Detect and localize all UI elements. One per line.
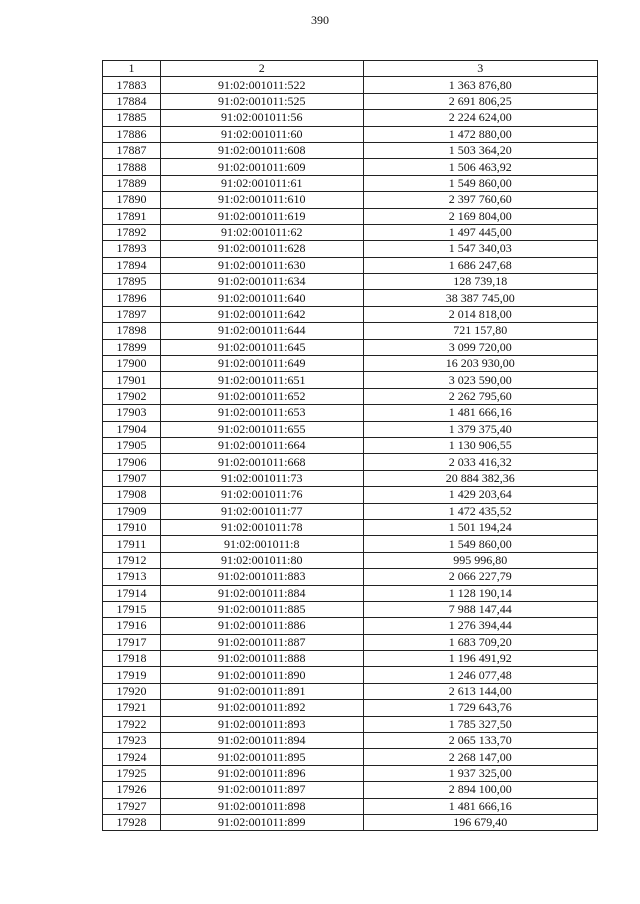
row-number-cell: 17908 <box>103 487 161 503</box>
cadastral-number-cell: 91:02:001011:655 <box>160 421 363 437</box>
column-header-1: 1 <box>103 61 161 77</box>
table-row <box>103 552 598 568</box>
row-number-cell: 17894 <box>103 257 161 273</box>
table-row <box>103 470 598 486</box>
cadastral-number-cell: 91:02:001011:664 <box>160 437 363 453</box>
table-row <box>103 716 598 732</box>
row-number-cell: 17909 <box>103 503 161 519</box>
row-number-cell: 17884 <box>103 93 161 109</box>
value-cell: 2 169 804,00 <box>363 208 597 224</box>
row-number-cell: 17889 <box>103 175 161 191</box>
value-cell: 2 224 624,00 <box>363 110 597 126</box>
value-cell: 3 023 590,00 <box>363 372 597 388</box>
value-cell: 1 549 860,00 <box>363 175 597 191</box>
row-number-cell: 17896 <box>103 290 161 306</box>
table-row <box>103 519 598 535</box>
table-row <box>103 601 598 617</box>
cadastral-number-cell: 91:02:001011:898 <box>160 798 363 814</box>
row-number-cell: 17920 <box>103 683 161 699</box>
table-row <box>103 814 598 830</box>
row-number-cell: 17901 <box>103 372 161 388</box>
value-cell: 196 679,40 <box>363 814 597 830</box>
cadastral-number-cell: 91:02:001011:608 <box>160 142 363 158</box>
cadastral-number-cell: 91:02:001011:76 <box>160 487 363 503</box>
cadastral-number-cell: 91:02:001011:895 <box>160 749 363 765</box>
table-body <box>103 77 598 831</box>
value-cell: 1 683 709,20 <box>363 634 597 650</box>
row-number-cell: 17918 <box>103 651 161 667</box>
table-row <box>103 700 598 716</box>
cadastral-number-cell: 91:02:001011:668 <box>160 454 363 470</box>
table-row <box>103 159 598 175</box>
cadastral-number-cell: 91:02:001011:80 <box>160 552 363 568</box>
row-number-cell: 17898 <box>103 323 161 339</box>
cadastral-number-cell: 91:02:001011:628 <box>160 241 363 257</box>
value-cell: 3 099 720,00 <box>363 339 597 355</box>
table-row <box>103 77 598 93</box>
value-cell: 2 397 760,60 <box>363 192 597 208</box>
page-number: 390 <box>311 13 329 27</box>
cadastral-number-cell: 91:02:001011:610 <box>160 192 363 208</box>
table-row <box>103 208 598 224</box>
table-row <box>103 306 598 322</box>
row-number-cell: 17897 <box>103 306 161 322</box>
table-row <box>103 290 598 306</box>
cadastral-number-cell: 91:02:001011:61 <box>160 175 363 191</box>
table-row <box>103 749 598 765</box>
cadastral-number-cell: 91:02:001011:78 <box>160 519 363 535</box>
value-cell: 7 988 147,44 <box>363 601 597 617</box>
value-cell: 1 497 445,00 <box>363 224 597 240</box>
cadastral-number-cell: 91:02:001011:886 <box>160 618 363 634</box>
row-number-cell: 17905 <box>103 437 161 453</box>
table-row <box>103 437 598 453</box>
cadastral-number-cell: 91:02:001011:630 <box>160 257 363 273</box>
cadastral-number-cell: 91:02:001011:885 <box>160 601 363 617</box>
value-cell: 20 884 382,36 <box>363 470 597 486</box>
value-cell: 1 363 876,80 <box>363 77 597 93</box>
cadastral-number-cell: 91:02:001011:619 <box>160 208 363 224</box>
row-number-cell: 17925 <box>103 765 161 781</box>
table-row <box>103 503 598 519</box>
table-row <box>103 782 598 798</box>
table-row <box>103 175 598 191</box>
value-cell: 995 996,80 <box>363 552 597 568</box>
cadastral-number-cell: 91:02:001011:893 <box>160 716 363 732</box>
row-number-cell: 17914 <box>103 585 161 601</box>
table-row <box>103 651 598 667</box>
table-row <box>103 388 598 404</box>
row-number-cell: 17883 <box>103 77 161 93</box>
value-cell: 721 157,80 <box>363 323 597 339</box>
cadastral-number-cell: 91:02:001011:56 <box>160 110 363 126</box>
value-cell: 1 128 190,14 <box>363 585 597 601</box>
cadastral-number-cell: 91:02:001011:883 <box>160 569 363 585</box>
value-cell: 2 268 147,00 <box>363 749 597 765</box>
table-row <box>103 339 598 355</box>
cadastral-number-cell: 91:02:001011:642 <box>160 306 363 322</box>
value-cell: 128 739,18 <box>363 274 597 290</box>
row-number-cell: 17922 <box>103 716 161 732</box>
column-header-2: 2 <box>160 61 363 77</box>
table-row <box>103 487 598 503</box>
cadastral-number-cell: 91:02:001011:896 <box>160 765 363 781</box>
value-cell: 16 203 930,00 <box>363 356 597 372</box>
cadastral-number-cell: 91:02:001011:899 <box>160 814 363 830</box>
cadastral-number-cell: 91:02:001011:892 <box>160 700 363 716</box>
cadastral-number-cell: 91:02:001011:649 <box>160 356 363 372</box>
value-cell: 1 481 666,16 <box>363 798 597 814</box>
value-cell: 1 379 375,40 <box>363 421 597 437</box>
value-cell: 1 729 643,76 <box>363 700 597 716</box>
value-cell: 1 130 906,55 <box>363 437 597 453</box>
cadastral-number-cell: 91:02:001011:652 <box>160 388 363 404</box>
cadastral-number-cell: 91:02:001011:651 <box>160 372 363 388</box>
value-cell: 1 429 203,64 <box>363 487 597 503</box>
table-row <box>103 241 598 257</box>
table-row <box>103 618 598 634</box>
row-number-cell: 17890 <box>103 192 161 208</box>
row-number-cell: 17928 <box>103 814 161 830</box>
cadastral-number-cell: 91:02:001011:890 <box>160 667 363 683</box>
value-cell: 1 276 394,44 <box>363 618 597 634</box>
value-cell: 1 547 340,03 <box>363 241 597 257</box>
table-row <box>103 536 598 552</box>
cadastral-number-cell: 91:02:001011:8 <box>160 536 363 552</box>
cadastral-number-cell: 91:02:001011:888 <box>160 651 363 667</box>
column-header-3: 3 <box>363 61 597 77</box>
cadastral-number-cell: 91:02:001011:887 <box>160 634 363 650</box>
row-number-cell: 17926 <box>103 782 161 798</box>
value-cell: 2 613 144,00 <box>363 683 597 699</box>
row-number-cell: 17924 <box>103 749 161 765</box>
cadastral-number-cell: 91:02:001011:525 <box>160 93 363 109</box>
row-number-cell: 17895 <box>103 274 161 290</box>
table-row <box>103 323 598 339</box>
table-row <box>103 421 598 437</box>
row-number-cell: 17885 <box>103 110 161 126</box>
value-cell: 2 033 416,32 <box>363 454 597 470</box>
row-number-cell: 17902 <box>103 388 161 404</box>
row-number-cell: 17899 <box>103 339 161 355</box>
cadastral-number-cell: 91:02:001011:77 <box>160 503 363 519</box>
cadastral-number-cell: 91:02:001011:62 <box>160 224 363 240</box>
cadastral-number-cell: 91:02:001011:894 <box>160 733 363 749</box>
table-row <box>103 634 598 650</box>
row-number-cell: 17916 <box>103 618 161 634</box>
table-row <box>103 192 598 208</box>
row-number-cell: 17904 <box>103 421 161 437</box>
table-row <box>103 257 598 273</box>
row-number-cell: 17907 <box>103 470 161 486</box>
cadastral-number-cell: 91:02:001011:60 <box>160 126 363 142</box>
row-number-cell: 17923 <box>103 733 161 749</box>
cadastral-number-cell: 91:02:001011:522 <box>160 77 363 93</box>
row-number-cell: 17888 <box>103 159 161 175</box>
row-number-cell: 17910 <box>103 519 161 535</box>
value-cell: 38 387 745,00 <box>363 290 597 306</box>
value-cell: 1 937 325,00 <box>363 765 597 781</box>
row-number-cell: 17911 <box>103 536 161 552</box>
value-cell: 1 506 463,92 <box>363 159 597 175</box>
table-row <box>103 274 598 290</box>
row-number-cell: 17892 <box>103 224 161 240</box>
value-cell: 1 472 880,00 <box>363 126 597 142</box>
table-row <box>103 126 598 142</box>
cadastral-number-cell: 91:02:001011:644 <box>160 323 363 339</box>
table-row <box>103 93 598 109</box>
value-cell: 1 246 077,48 <box>363 667 597 683</box>
table-row <box>103 733 598 749</box>
value-cell: 1 686 247,68 <box>363 257 597 273</box>
row-number-cell: 17917 <box>103 634 161 650</box>
row-number-cell: 17893 <box>103 241 161 257</box>
row-number-cell: 17921 <box>103 700 161 716</box>
row-number-cell: 17891 <box>103 208 161 224</box>
cadastral-number-cell: 91:02:001011:884 <box>160 585 363 601</box>
table-row <box>103 569 598 585</box>
row-number-cell: 17900 <box>103 356 161 372</box>
row-number-cell: 17887 <box>103 142 161 158</box>
row-number-cell: 17919 <box>103 667 161 683</box>
value-cell: 1 785 327,50 <box>363 716 597 732</box>
value-cell: 1 481 666,16 <box>363 405 597 421</box>
table-header-row <box>103 61 598 77</box>
table-row <box>103 110 598 126</box>
row-number-cell: 17915 <box>103 601 161 617</box>
value-cell: 1 472 435,52 <box>363 503 597 519</box>
value-cell: 1 549 860,00 <box>363 536 597 552</box>
value-cell: 1 503 364,20 <box>363 142 597 158</box>
table-row <box>103 667 598 683</box>
row-number-cell: 17886 <box>103 126 161 142</box>
cadastral-number-cell: 91:02:001011:634 <box>160 274 363 290</box>
row-number-cell: 17912 <box>103 552 161 568</box>
table-row <box>103 585 598 601</box>
cadastral-value-table <box>102 60 598 831</box>
value-cell: 2 894 100,00 <box>363 782 597 798</box>
table-row <box>103 683 598 699</box>
value-cell: 1 501 194,24 <box>363 519 597 535</box>
cadastral-number-cell: 91:02:001011:897 <box>160 782 363 798</box>
row-number-cell: 17903 <box>103 405 161 421</box>
value-cell: 2 262 795,60 <box>363 388 597 404</box>
row-number-cell: 17906 <box>103 454 161 470</box>
table-row <box>103 798 598 814</box>
value-cell: 2 014 818,00 <box>363 306 597 322</box>
row-number-cell: 17927 <box>103 798 161 814</box>
table-row <box>103 405 598 421</box>
row-number-cell: 17913 <box>103 569 161 585</box>
value-cell: 1 196 491,92 <box>363 651 597 667</box>
cadastral-number-cell: 91:02:001011:653 <box>160 405 363 421</box>
table-row <box>103 765 598 781</box>
table-row <box>103 224 598 240</box>
value-cell: 2 066 227,79 <box>363 569 597 585</box>
table-row <box>103 372 598 388</box>
cadastral-number-cell: 91:02:001011:73 <box>160 470 363 486</box>
value-cell: 2 691 806,25 <box>363 93 597 109</box>
cadastral-number-cell: 91:02:001011:645 <box>160 339 363 355</box>
table-row <box>103 454 598 470</box>
table-row <box>103 142 598 158</box>
cadastral-number-cell: 91:02:001011:640 <box>160 290 363 306</box>
table-row <box>103 356 598 372</box>
cadastral-number-cell: 91:02:001011:891 <box>160 683 363 699</box>
value-cell: 2 065 133,70 <box>363 733 597 749</box>
cadastral-number-cell: 91:02:001011:609 <box>160 159 363 175</box>
